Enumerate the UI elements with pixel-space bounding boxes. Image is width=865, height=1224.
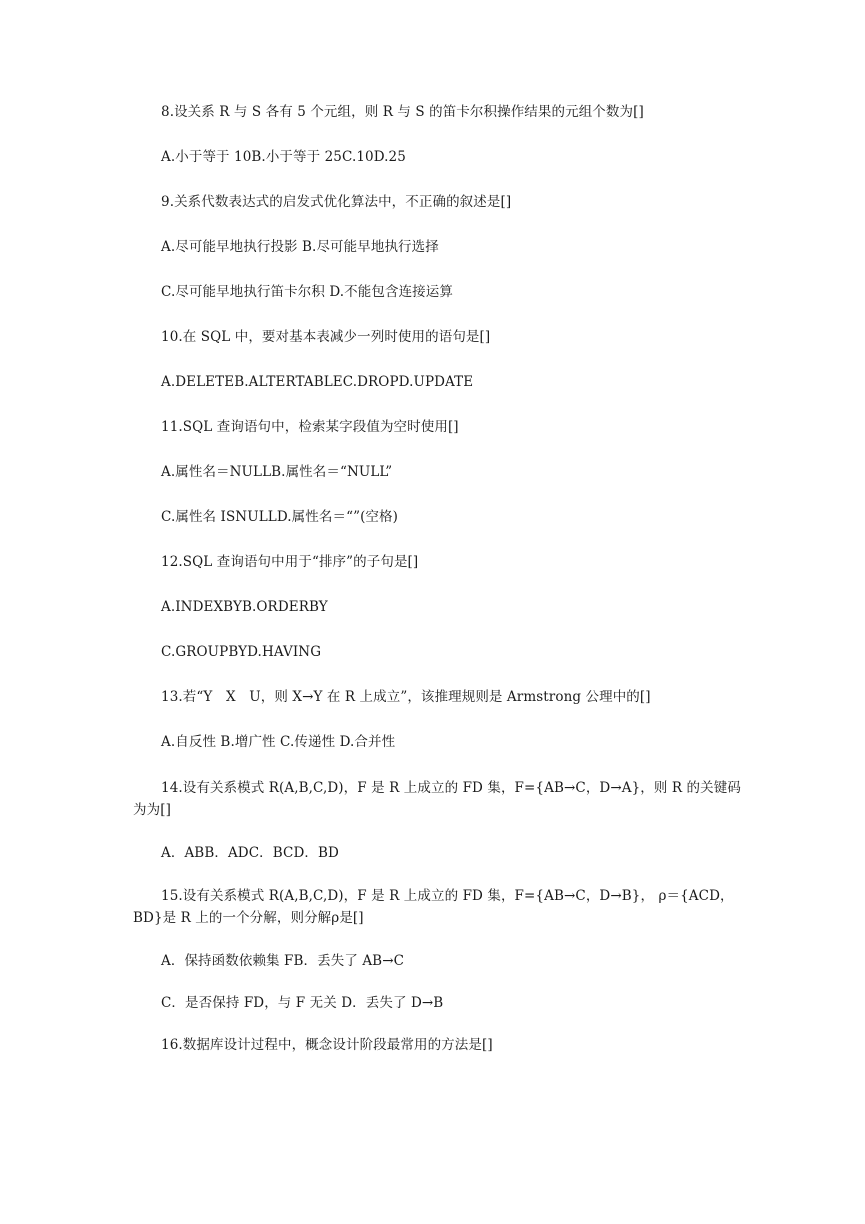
- question-15: 15.设有关系模式 R(A,B,C,D)，F 是 R 上成立的 FD 集，F={AB→C，D→B}， ρ＝{ACD，BD}是 R 上的一个分解，则分解ρ是[]: [133, 888, 734, 926]
- question-8-options: A.小于等于 10B.小于等于 25C.10D.25: [161, 149, 406, 165]
- question-10: 10.在 SQL 中，要对基本表减少一列时使用的语句是[]: [161, 329, 491, 345]
- question-15-options-cd: C．是否保持 FD，与 F 无关 D．丢失了 D→B: [161, 995, 444, 1011]
- question-12-options-ab: A.INDEXBYB.ORDERBY: [161, 599, 328, 615]
- question-16: 16.数据库设计过程中，概念设计阶段最常用的方法是[]: [161, 1037, 493, 1053]
- question-15-options-ab: A．保持函数依赖集 FB．丢失了 AB→C: [161, 953, 405, 969]
- question-11-options-ab: A.属性名＝NULLB.属性名＝“NULL”: [161, 464, 393, 480]
- question-10-options: A.DELETEB.ALTERTABLEC.DROPD.UPDATE: [161, 374, 474, 390]
- question-9-options-ab: A.尽可能早地执行投影 B.尽可能早地执行选择: [161, 239, 439, 255]
- question-11: 11.SQL 查询语句中，检索某字段值为空时使用[]: [161, 419, 459, 435]
- question-14: 14.设有关系模式 R(A,B,C,D)，F 是 R 上成立的 FD 集，F={AB→C，D→A}，则 R 的关键码为为[]: [133, 780, 741, 818]
- question-9-options-cd: C.尽可能早地执行笛卡尔积 D.不能包含连接运算: [161, 284, 453, 300]
- question-11-options-cd: C.属性名 ISNULLD.属性名＝“”(空格): [161, 509, 399, 525]
- question-12-options-cd: C.GROUPBYD.HAVING: [161, 644, 322, 660]
- question-8: 8.设关系 R 与 S 各有 5 个元组，则 R 与 S 的笛卡尔积操作结果的元组个数为[]: [161, 104, 644, 120]
- question-12: 12.SQL 查询语句中用于“排序”的子句是[]: [161, 554, 419, 570]
- question-14-options: A．ABB．ADC．BCD．BD: [161, 845, 339, 861]
- question-13: 13.若“Y X U，则 X→Y 在 R 上成立”，该推理规则是 Armstrong 公理中的[]: [161, 689, 651, 705]
- question-9: 9.关系代数表达式的启发式优化算法中，不正确的叙述是[]: [161, 194, 512, 210]
- question-13-options: A.自反性 B.增广性 C.传递性 D.合并性: [161, 734, 396, 750]
- question-list: [133, 102, 741, 1055]
